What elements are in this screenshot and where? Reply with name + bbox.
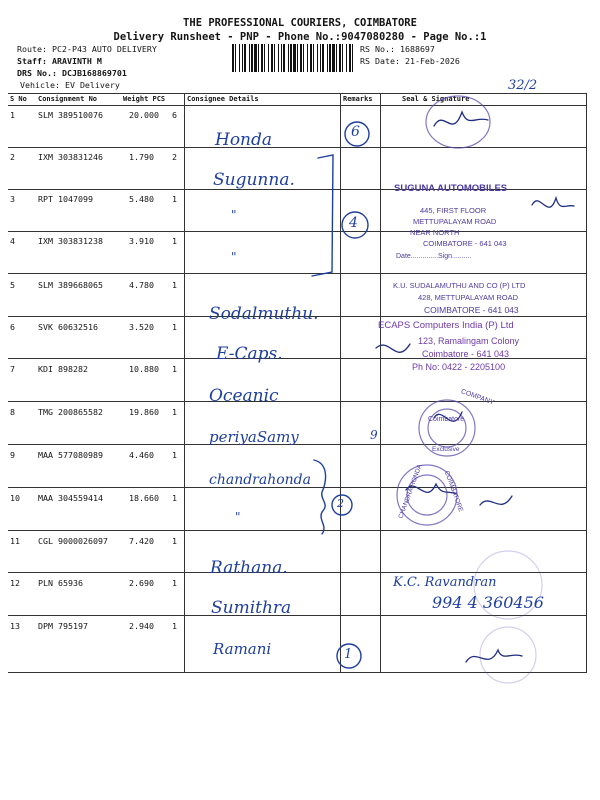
stamp-company-line: COMPANY [459,388,496,407]
handwritten-name: " [231,208,237,222]
runsheet-title: Delivery Runsheet - PNP - Phone No.:9047080280 - Page No.:1 [113,31,487,43]
signature-scribble [376,344,410,352]
stamp-ecaps-line: 123, Ramalingam Colony [418,336,520,346]
stamp-suguna-line: COIMBATORE - 641 043 [423,239,507,248]
handwritten-receiver: K.C. Ravandran [393,575,497,590]
handwritten-name: E-Caps. [216,344,283,364]
signature-scribble [434,112,488,126]
company-title: THE PROFESSIONAL COURIERS, COIMBATORE [183,17,417,29]
stamp-chandra-line: COIMBATORE [442,470,465,513]
stamp-suguna-line: METTUPALAYAM ROAD [413,217,497,226]
stamp-ecaps-title: ECAPS Computers India (P) Ltd [378,320,514,331]
handwritten-name: periyaSamy [209,428,299,446]
handwritten-name: Sodalmuthu. [209,304,319,324]
stamp-suguna-line: NEAR NORTH [410,228,460,237]
col-sno: S No [10,95,27,103]
handwritten-name: " [235,510,241,524]
stamp-chandra-line: CHANDRA HONDA [397,463,424,520]
stamp-company-line: Coimbatore [428,416,465,423]
stamp-ecaps-line: Ph No: 0422 - 2205100 [412,362,506,372]
handwritten-name: Sumithra [211,598,292,618]
stamp-suguna-title: SUGUNA AUTOMOBILES [394,183,508,194]
staff-label: Staff: ARAVINTH M [17,56,102,66]
handwritten-name: Honda [215,130,273,150]
col-details: Consignee Details [187,95,259,103]
handwritten-name: " [231,250,237,264]
stamp-sodal-title: K.U. SUDALAMUTHU AND CO (P) LTD [393,281,526,290]
signature-scribble [480,496,512,505]
round-seal [480,627,536,683]
round-seal [426,96,490,148]
vehicle-label: Vehicle: EV Delivery [20,80,120,90]
signature-scribble [532,198,574,207]
remark-circle-text: 2 [337,497,344,510]
handwritten-name: Sugunna. [213,170,295,190]
handwritten-phone: 994 4 360456 [432,593,544,612]
rs-number: RS No.: 1688697 [360,44,435,54]
drs-label: DRS No.: DCJB168869701 [17,68,127,78]
route-label: Route: PC2-P43 AUTO DELIVERY [17,44,157,54]
stamp-suguna-line: 445, FIRST FLOOR [420,206,487,215]
stamp-company-line: Exclusive [432,446,460,453]
signature-scribble [466,650,522,662]
col-weight-pcs: Weight PCS [123,95,166,103]
remark-circle-text: 1 [344,647,353,662]
corner-note: 32/2 [508,78,538,93]
col-consignment: Consignment No [38,95,98,103]
handwritten-name: Oceanic [209,386,279,406]
handwritten-name: chandrahonda [209,472,311,488]
handwritten-name: Rathana. [210,558,288,578]
remark-mark: 9 [370,428,378,442]
stamp-sodal-line: 428, METTUPALAYAM ROAD [418,293,519,302]
col-remarks: Remarks [343,95,373,103]
remark-circle-text: 4 [349,215,358,231]
rs-date: RS Date: 21-Feb-2026 [360,56,460,66]
stamp-sodal-line: COIMBATORE - 641 043 [424,305,519,315]
stamp-suguna-line: Date..............Sign.......... [396,253,472,260]
handwritten-name: Ramani [213,640,272,658]
col-seal: Seal & Signature [402,95,470,103]
remark-circle-text: 6 [351,124,360,140]
stamp-ecaps-line: Coimbatore - 641 043 [422,349,510,359]
